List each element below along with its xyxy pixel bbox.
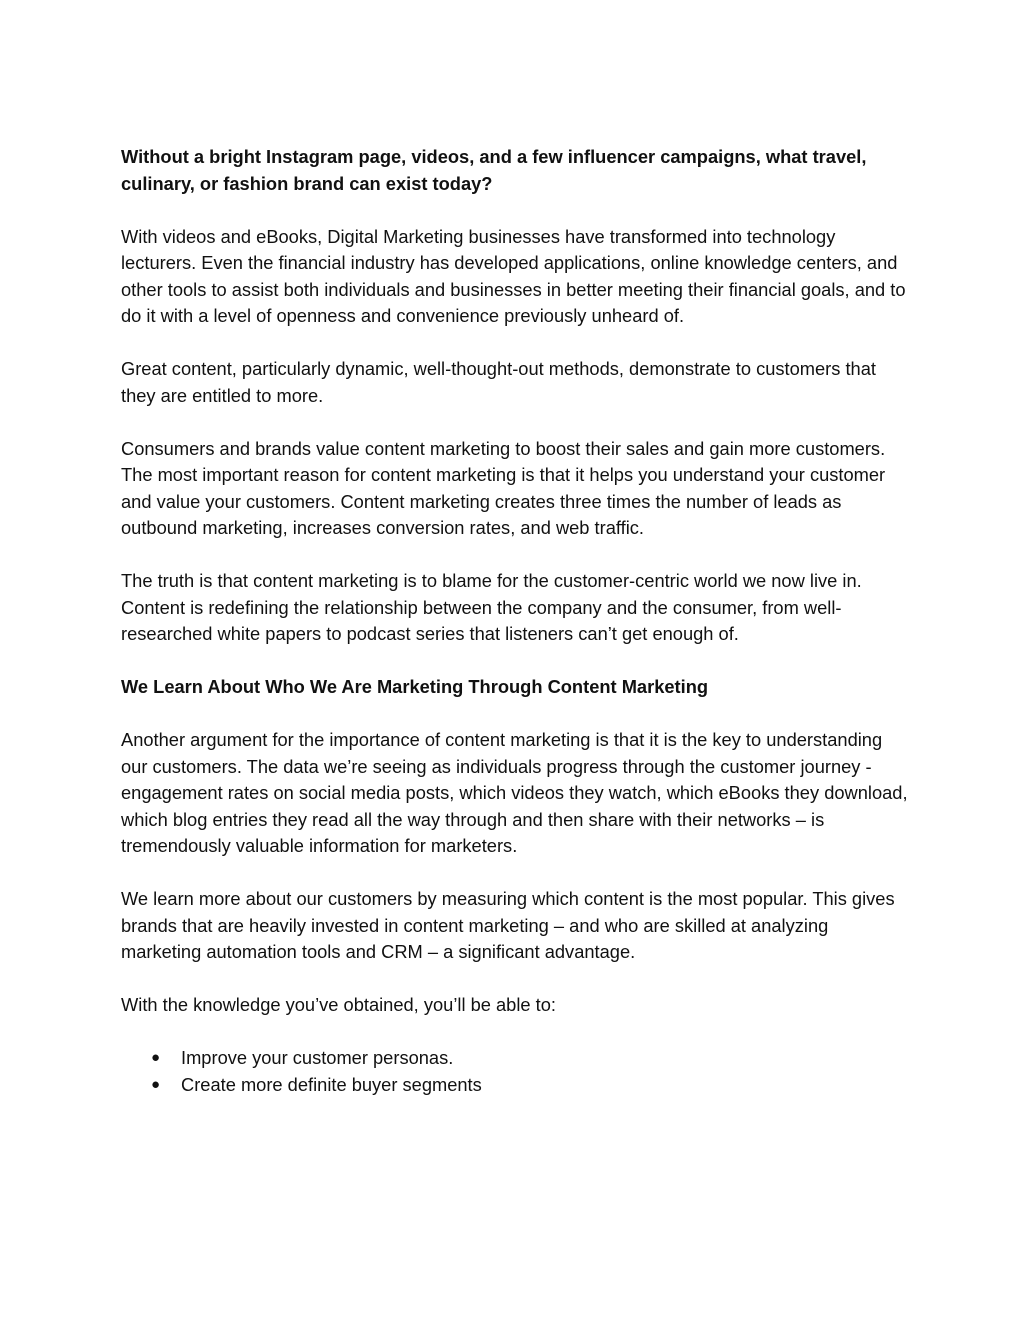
list-item-text: Improve your customer personas.: [181, 1047, 454, 1068]
paragraph-another-argument: Another argument for the importance of content marketing is that it is the key to understanding our customers. The data we’re seeing as individuals progress through the customer journey - engagement rates on social media posts, which videos they watch, which eBooks they download, which blog entries they read all the way through and then share with their networks – is tremendously valuable information for marketers.: [121, 729, 908, 856]
bullet-marker: ●: [151, 1075, 161, 1093]
list-item: [151, 1045, 911, 1072]
paragraph-digital-marketing: With videos and eBooks, Digital Marketing businesses have transformed into technology lecturers. Even the financial industry has developed applications, online knowledge centers, and other tools to assist both individuals and businesses in better meeting their financial goals, and to do it with a level of openness and convenience previously unheard of.: [121, 225, 906, 326]
bullet-list: [121, 1045, 911, 1098]
paragraph-measuring: We learn more about our customers by measuring which content is the most popular. This gives brands that are heavily invested in content marketing – and who are skilled at analyzing marketing automation tools and CRM – a significant advantage.: [121, 888, 895, 962]
paragraph-knowledge: With the knowledge you’ve obtained, you’ll be able to:: [121, 994, 556, 1015]
paragraph-great-content: Great content, particularly dynamic, well-thought-out methods, demonstrate to customers that they are entitled to more.: [121, 358, 876, 406]
paragraph-consumers-brands: Consumers and brands value content marketing to boost their sales and gain more customers.: [121, 437, 886, 459]
intro-question: Without a bright Instagram page, videos, and a few influencer campaigns, what travel, culinary, or fashion brand can exist today?: [121, 146, 867, 194]
bullet-marker: ●: [151, 1049, 161, 1066]
paragraph-truth: The truth is that content marketing is to blame for the customer-centric world we now live in. Content is redefining the relationship between the company and the consumer, from well-researched white papers to podcast series that listeners can’t get enough of.: [121, 570, 862, 644]
section-heading: We Learn About Who We Are Marketing Through Content Marketing: [121, 676, 709, 697]
paragraph-important-reason: The most important reason for content marketing is that it helps you understand your customer and value your customers. Content marketing creates three times the number of leads as outbound marketing, increases conversion rates, and web traffic.: [121, 464, 886, 538]
list-item: [151, 1072, 911, 1099]
document-page: [121, 144, 911, 1098]
list-item-text: Create more definite buyer segments: [181, 1073, 482, 1095]
